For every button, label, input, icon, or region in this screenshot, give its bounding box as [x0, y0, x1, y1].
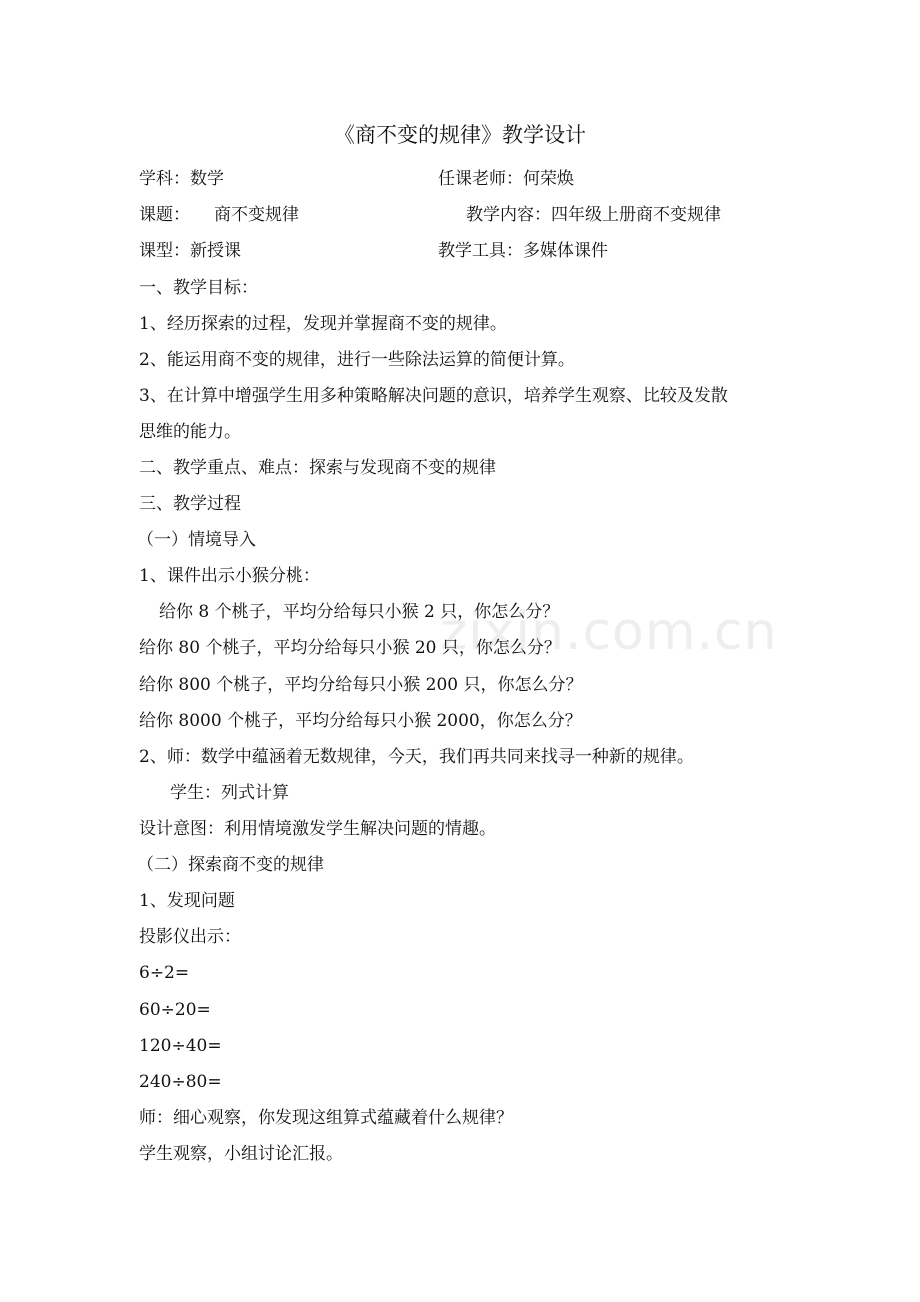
part-1-heading: （一）情境导入 [137, 530, 256, 550]
find-problem: 1、发现问题 [139, 891, 235, 911]
part-2-heading: （二）探索商不变的规律 [137, 855, 324, 875]
step-2: 2、师：数学中蕴涵着无数规律，今天，我们再共同来找寻一种新的规律。 [139, 747, 694, 767]
goal-item-3: 3、在计算中增强学生用多种策略解决问题的意识，培养学生观察、比较及发散 [139, 386, 728, 406]
projector-note: 投影仪出示： [139, 927, 241, 947]
content-field: 教学内容：四年级上册商不变规律 [466, 205, 721, 225]
topic-label: 课题： [139, 205, 190, 225]
design-intent: 设计意图：利用情境激发学生解决问题的情趣。 [139, 819, 496, 839]
page-title: 《商不变的规律》教学设计 [334, 123, 586, 147]
question-1: 给你 8 个桃子，平均分给每只小猴 2 只，你怎么分？ [159, 602, 560, 622]
subject-field: 学科：数学 [139, 169, 224, 189]
equation-4: 240÷80= [139, 1072, 222, 1092]
goal-item-2: 2、能运用商不变的规律，进行一些除法运算的简便计算。 [139, 350, 575, 370]
equation-1: 6÷2= [139, 963, 190, 983]
teacher-question: 师：细心观察，你发现这组算式蕴藏着什么规律？ [139, 1108, 513, 1128]
equation-2: 60÷20= [139, 1000, 211, 1020]
key-points: 二、教学重点、难点：探索与发现商不变的规律 [139, 458, 496, 478]
goals-heading: 一、教学目标： [139, 278, 258, 298]
goal-item-3-cont: 思维的能力。 [139, 422, 241, 442]
group-discussion: 学生观察，小组讨论汇报。 [139, 1144, 343, 1164]
question-4: 给你 8000 个桃子，平均分给每只小猴 2000，你怎么分？ [139, 711, 582, 731]
process-heading: 三、教学过程 [139, 494, 241, 514]
students-note: 学生：列式计算 [170, 783, 289, 803]
topic-value: 商不变规律 [214, 205, 299, 225]
equation-3: 120÷40= [139, 1036, 222, 1056]
step-1: 1、课件出示小猴分桃： [139, 566, 320, 586]
goal-item-1: 1、经历探索的过程，发现并掌握商不变的规律。 [139, 314, 507, 334]
type-field: 课型：新授课 [139, 241, 241, 261]
tools-field: 教学工具：多媒体课件 [438, 241, 608, 261]
watermark: zixin.com.cn [440, 602, 778, 662]
question-2: 给你 80 个桃子，平均分给每只小猴 20 只，你怎么分？ [139, 638, 561, 658]
teacher-field: 任课老师：何荣焕 [438, 169, 574, 189]
question-3: 给你 800 个桃子，平均分给每只小猴 200 只，你怎么分？ [139, 675, 583, 695]
